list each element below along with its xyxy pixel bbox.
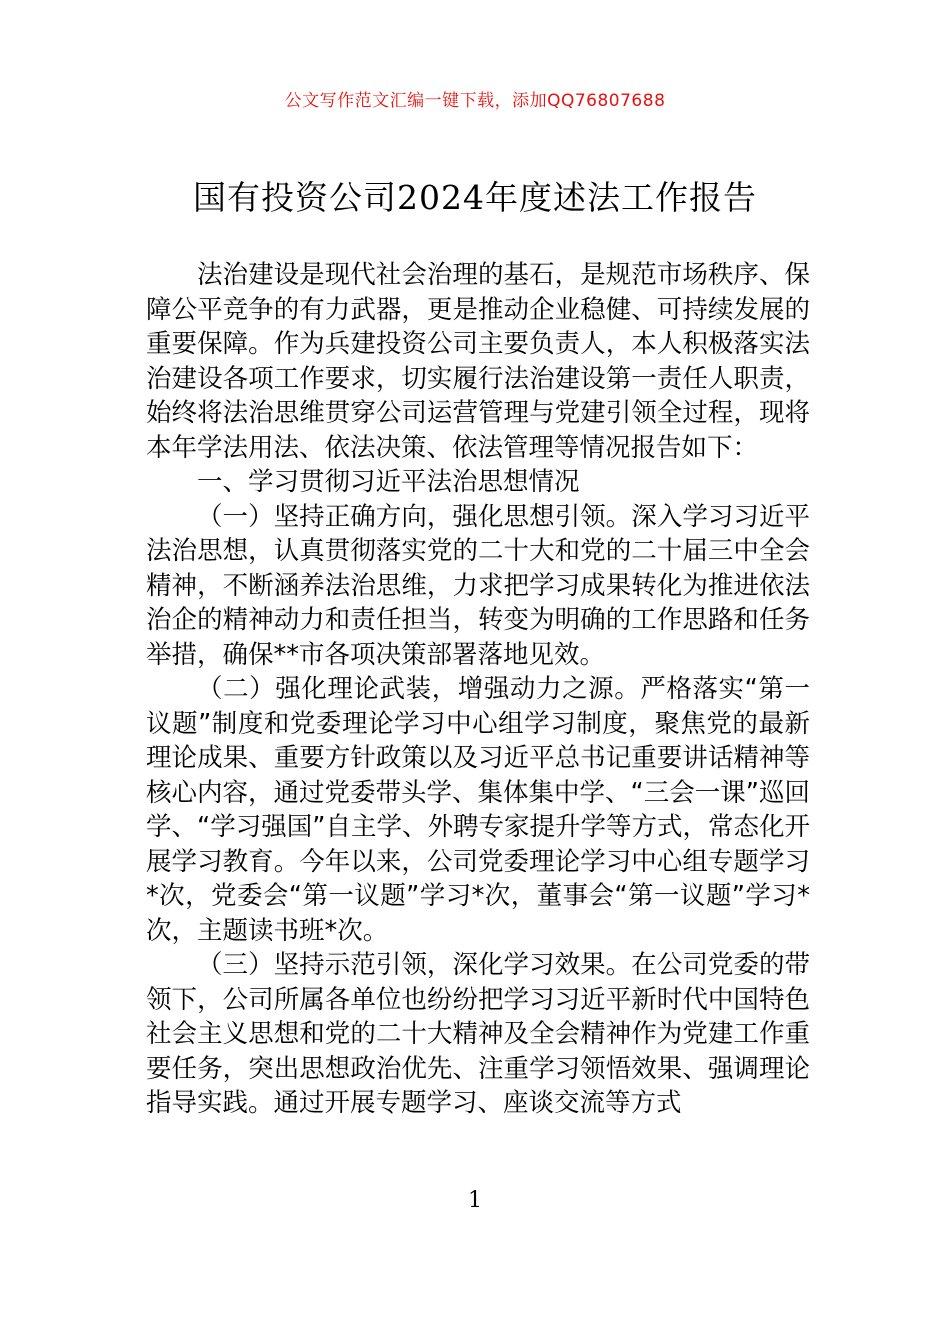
document-body <box>146 258 810 1121</box>
body-paragraph: （三）坚持示范引领，深化学习效果。在公司党委的带领下，公司所属各单位也纷纷把学习习近平新时代中国特色社会主义思想和党的二十大精神及全会精神作为党建工作重要任务，突出思想政治优先、注重学习领悟效果、强调理论指导实践。通过开展专题学习、座谈交流等方式 <box>146 950 810 1118</box>
section-heading: 一、学习贯彻习近平法治思想情况 <box>197 467 580 497</box>
body-paragraph: （二）强化理论武装，增强动力之源。严格落实“第一议题”制度和党委理论学习中心组学习制度，聚焦党的最新理论成果、重要方针政策以及习近平总书记重要讲话精神等核心内容，通过党委带头学、集体集中学、“三会一课”巡回学、“学习强国”自主学、外聘专家提升学等方式，常态化开展学习教育。今年以来，公司党委理论学习中心组专题学习*次，党委会“第一议题”学习*次，董事会“第一议题”学习*次，主题读书班*次。 <box>146 674 810 946</box>
document-title: 国有投资公司2024年度述法工作报告 <box>193 178 757 217</box>
body-paragraph: （一）坚持正确方向，强化思想引领。深入学习习近平法治思想，认真贯彻落实党的二十大和党的二十届三中全会精神，不断涵养法治思维，力求把学习成果转化为推进依法治企的精神动力和责任担当，转变为明确的工作思路和任务举措，确保**市各项决策部署落地见效。 <box>146 501 810 670</box>
download-notice: 公文写作范文汇编一键下载，添加QQ76807688 <box>284 91 666 111</box>
page-number: 1 <box>468 1188 482 1213</box>
intro-paragraph: 法治建设是现代社会治理的基石，是规范市场秩序、保障公平竞争的有力武器，更是推动企业稳健、可持续发展的重要保障。作为兵建投资公司主要负责人，本人积极落实法治建设各项工作要求，切实履行法治建设第一责任人职责，始终将法治思维贯穿公司运营管理与党建引领全过程，现将本年学法用法、依法决策、依法管理等情况报告如下： <box>146 260 810 463</box>
